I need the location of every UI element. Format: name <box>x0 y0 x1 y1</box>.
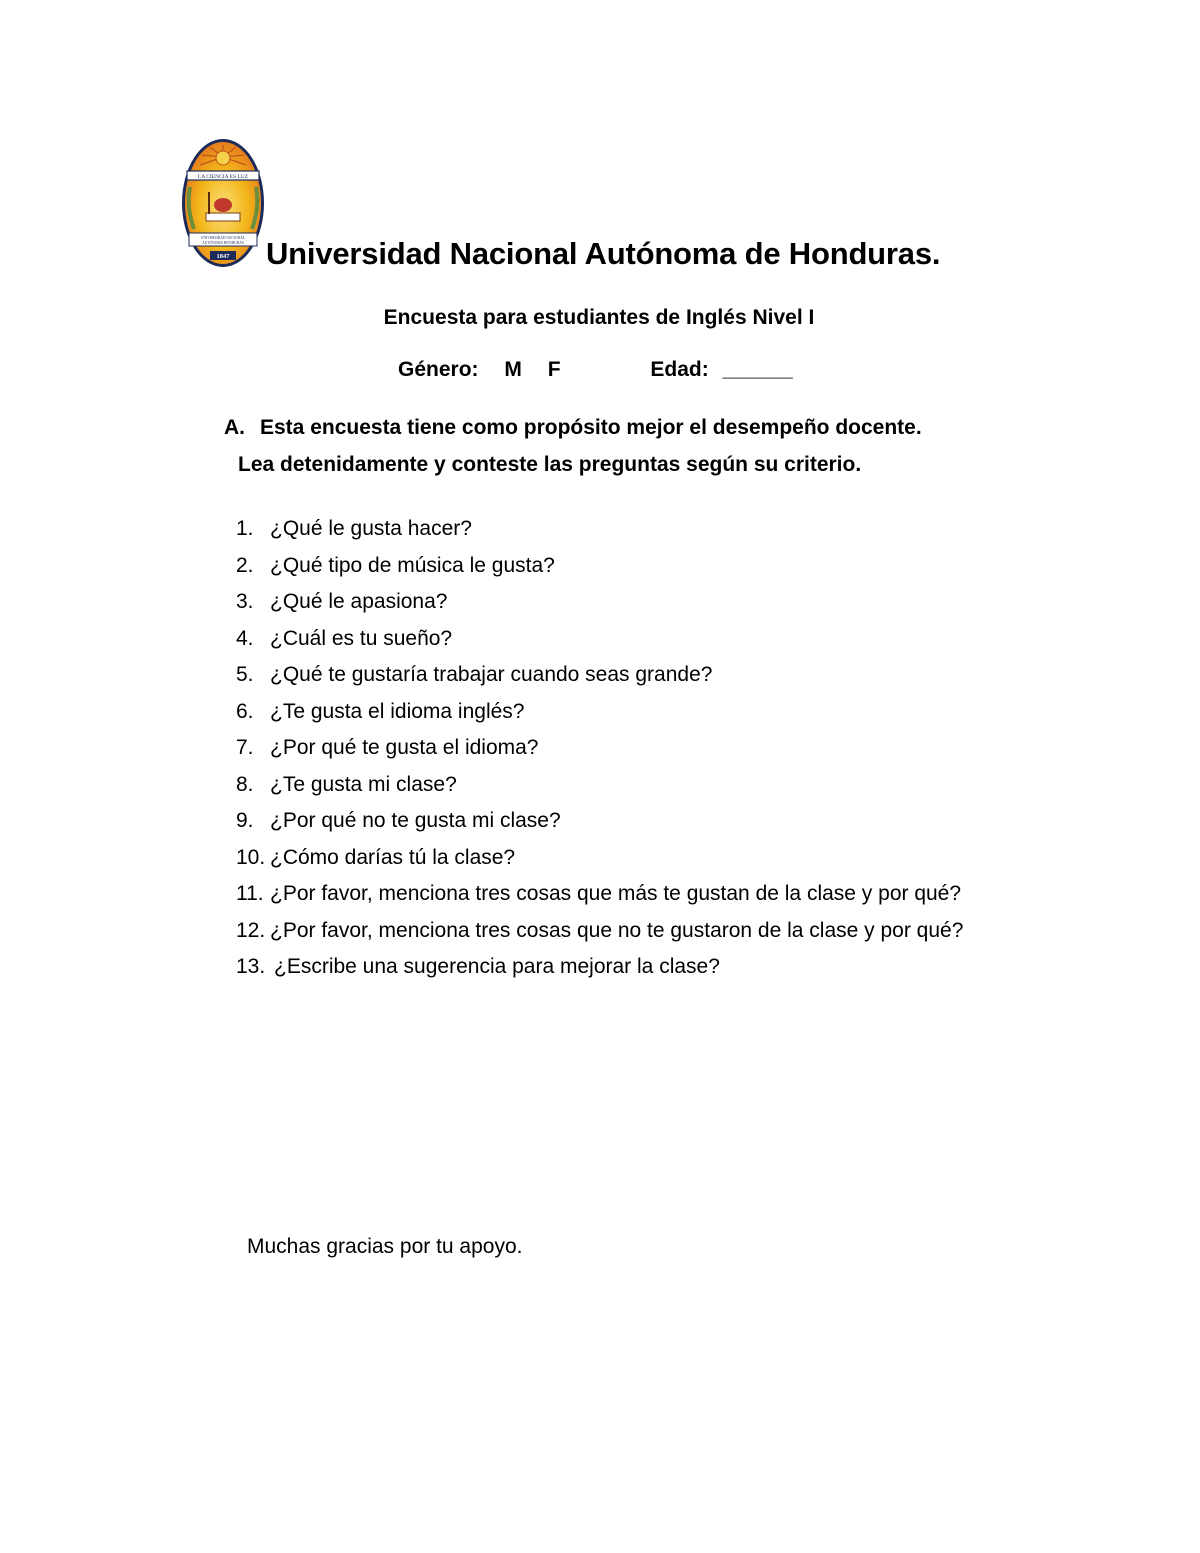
section-a-line-1: Esta encuesta tiene como propósito mejor el desempeño docente. <box>260 416 922 439</box>
list-item <box>236 949 1056 986</box>
question-text: ¿Por favor, menciona tres cosas que no te gustaron de la clase y por qué? <box>270 918 964 942</box>
section-a-line-2: Lea detenidamente y conteste las preguntas según su criterio. <box>238 453 862 476</box>
question-number: 5. <box>236 663 254 686</box>
list-item <box>236 584 1056 621</box>
question-number: 7. <box>236 736 254 759</box>
question-text: ¿Por qué no te gusta mi clase? <box>270 809 561 832</box>
section-a-instructions <box>224 409 922 483</box>
question-text: ¿Por favor, menciona tres cosas que más te gustan de la clase y por qué? <box>270 882 962 905</box>
question-number: 10. <box>236 845 266 869</box>
university-seal-icon <box>180 137 266 273</box>
question-text: ¿Cuál es tu sueño? <box>270 626 453 650</box>
gender-age-line <box>398 358 793 382</box>
svg-text:1847: 1847 <box>216 253 230 260</box>
question-number: 8. <box>236 772 254 796</box>
gender-option-m[interactable]: M <box>504 358 522 381</box>
age-label: Edad: <box>650 358 709 381</box>
question-list <box>236 511 1056 986</box>
question-text: ¿Qué tipo de música le gusta? <box>270 553 555 577</box>
survey-title-text: Encuesta para estudiantes de Inglés Nivel I <box>383 306 815 329</box>
university-title: Universidad Nacional Autónoma de Honduras. <box>266 236 941 271</box>
question-text: ¿Por qué te gusta el idioma? <box>270 736 539 759</box>
question-number: 13. <box>236 955 266 978</box>
list-item <box>236 621 1056 658</box>
section-letter: A. <box>224 416 245 439</box>
gender-option-f[interactable]: F <box>547 358 561 381</box>
question-text: ¿Qué le apasiona? <box>270 590 448 613</box>
question-number: 2. <box>236 553 254 577</box>
svg-text:UNIVERSIDAD NACIONAL: UNIVERSIDAD NACIONAL <box>200 236 246 240</box>
list-item <box>236 730 1056 767</box>
question-text: ¿Qué te gustaría trabajar cuando seas grande? <box>270 663 713 686</box>
question-text: ¿Te gusta el idioma inglés? <box>270 699 525 723</box>
question-text: ¿Escribe una sugerencia para mejorar la clase? <box>274 955 720 978</box>
list-item <box>236 876 1056 913</box>
question-text: ¿Te gusta mi clase? <box>270 772 457 796</box>
gender-label: Género: <box>398 358 479 381</box>
closing-text: Muchas gracias por tu apoyo. <box>247 1235 523 1258</box>
question-number: 4. <box>236 626 254 650</box>
survey-title <box>0 306 1200 330</box>
question-text: ¿Qué le gusta hacer? <box>270 517 472 540</box>
svg-text:AUTÓNOMA HONDURAS: AUTÓNOMA HONDURAS <box>202 241 244 245</box>
list-item <box>236 767 1056 804</box>
list-item <box>236 913 1056 950</box>
list-item <box>236 548 1056 585</box>
question-number: 1. <box>236 517 254 540</box>
seal-motto-text: LA CIENCIA ES LUZ <box>197 174 249 180</box>
list-item <box>236 694 1056 731</box>
list-item <box>236 803 1056 840</box>
question-text: ¿Cómo darías tú la clase? <box>270 845 516 869</box>
question-number: 9. <box>236 809 254 832</box>
list-item <box>236 511 1056 548</box>
age-blank-field[interactable]: ______ <box>722 358 793 381</box>
question-number: 11. <box>236 882 264 905</box>
list-item <box>236 840 1056 877</box>
question-number: 6. <box>236 699 254 723</box>
question-number: 12. <box>236 918 266 942</box>
list-item <box>236 657 1056 694</box>
question-number: 3. <box>236 590 254 613</box>
